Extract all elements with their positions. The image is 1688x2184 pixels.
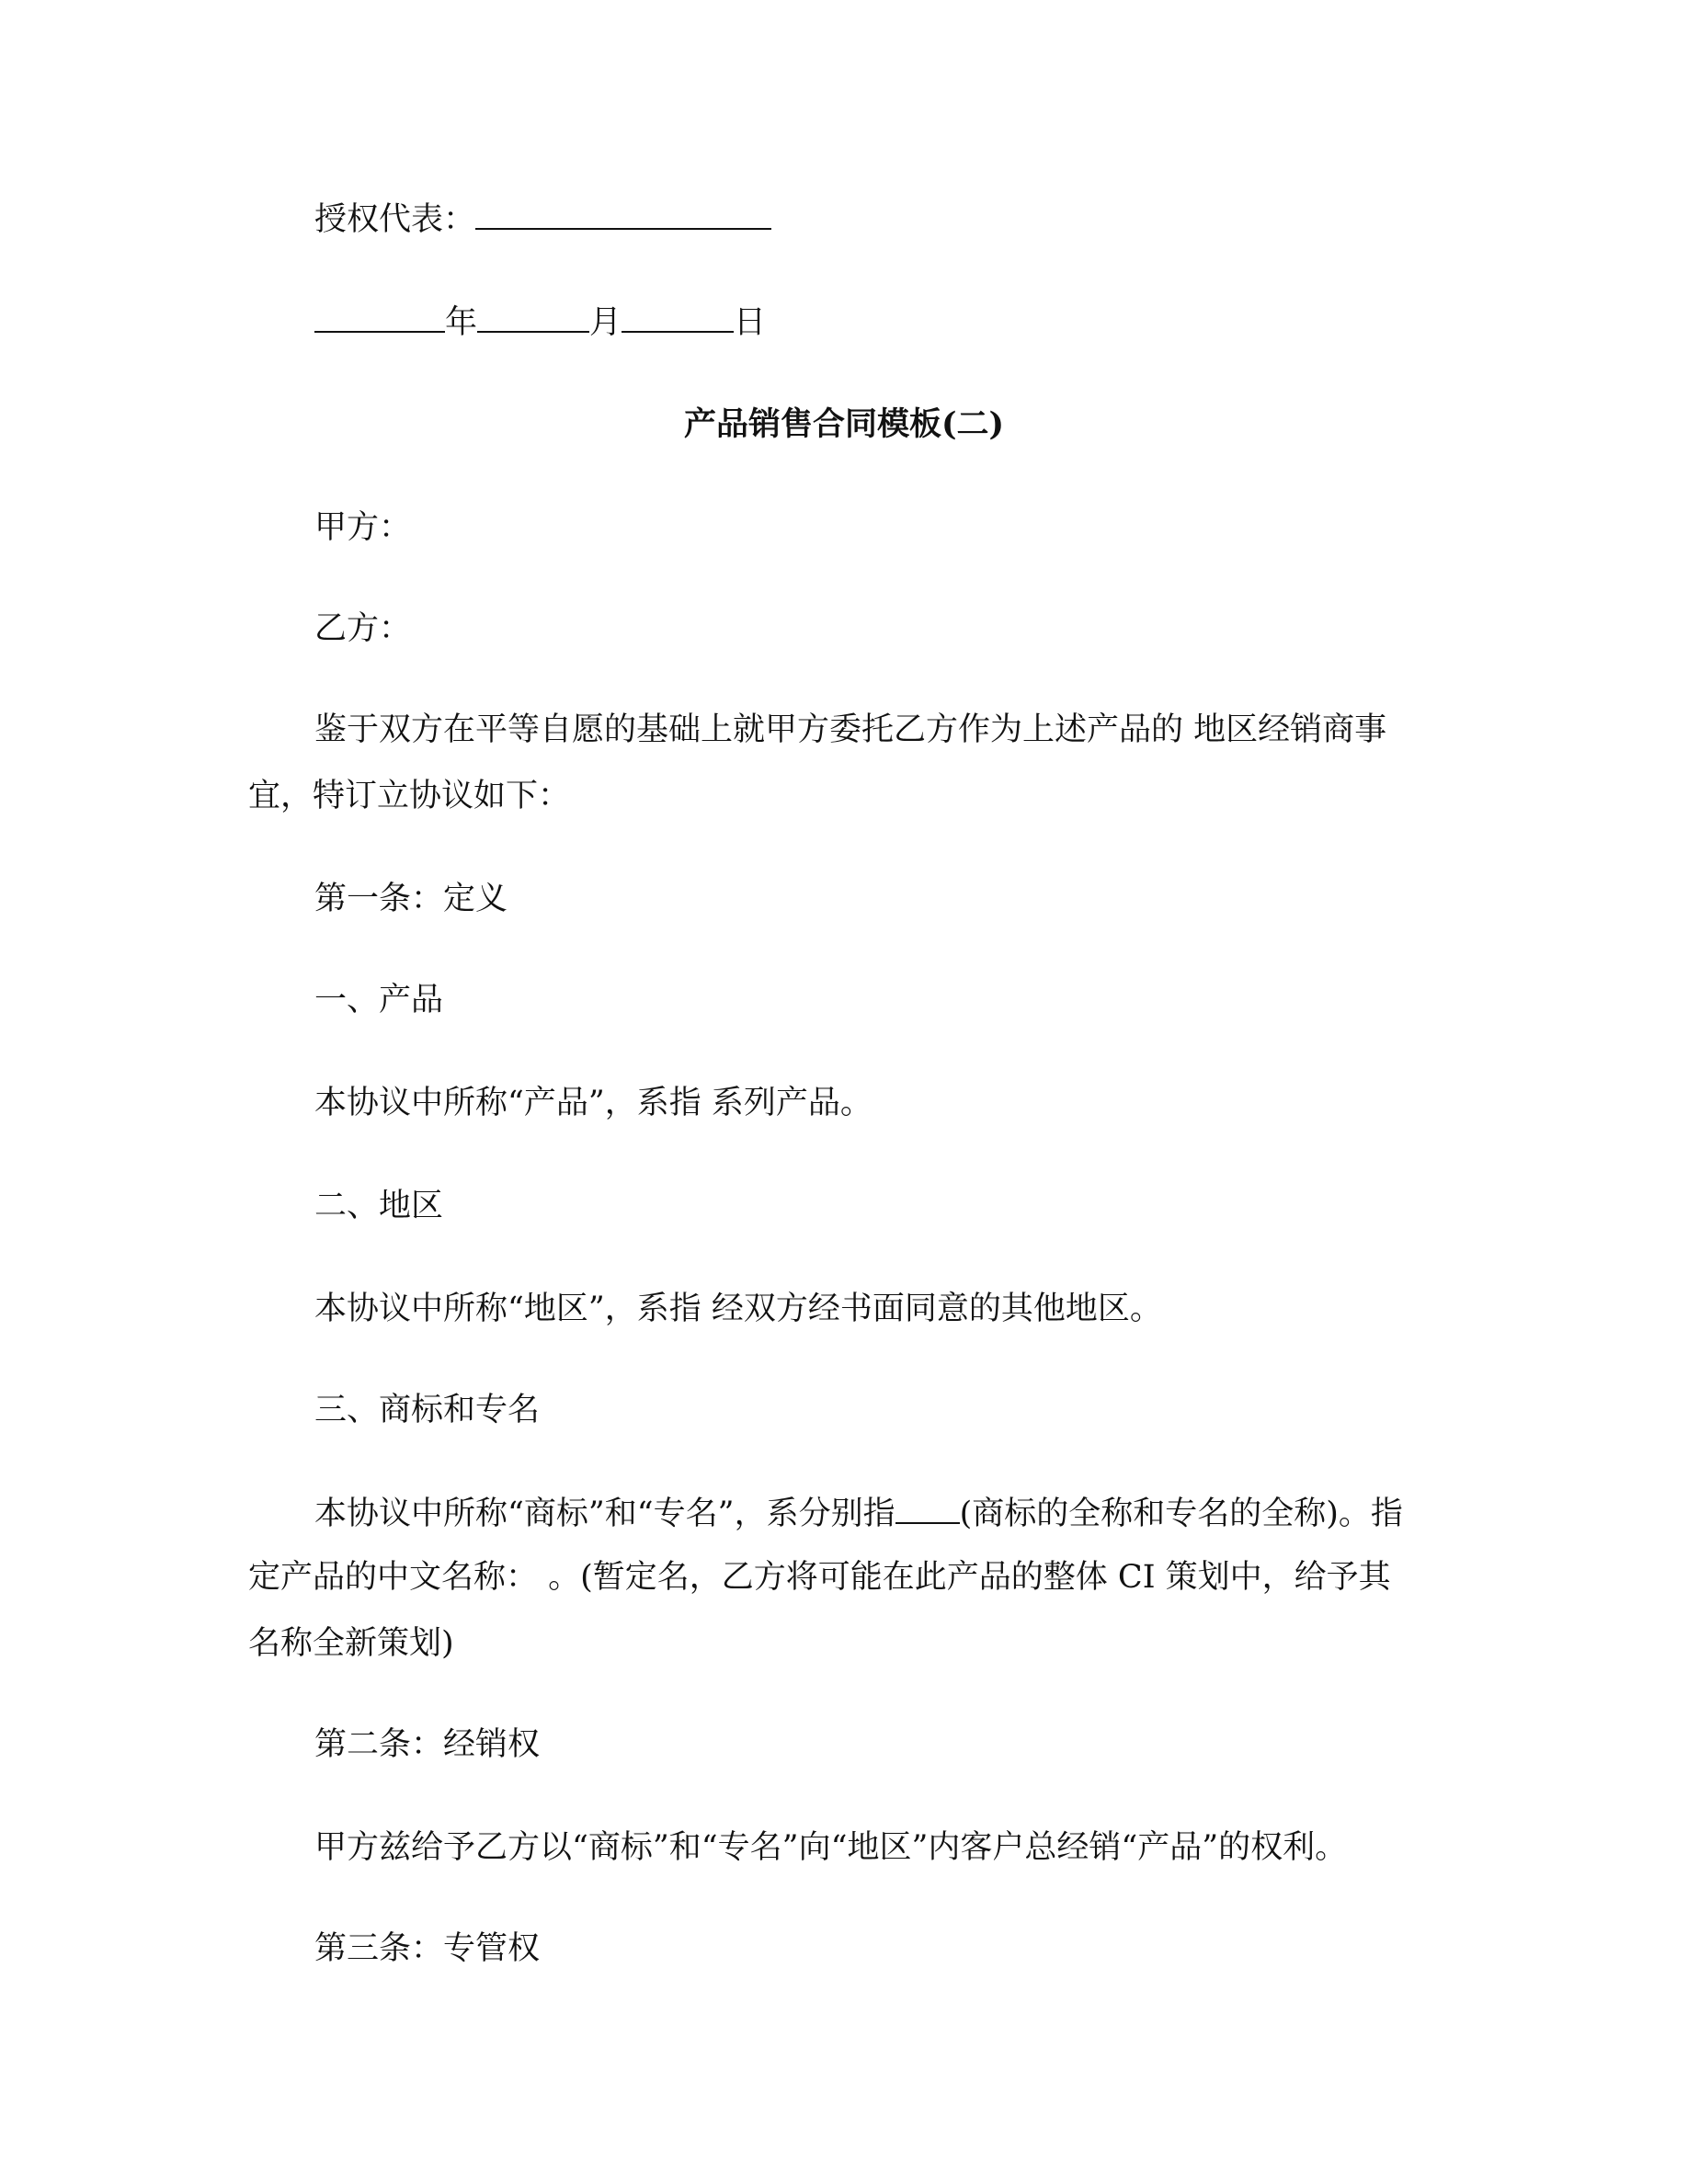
article-3-heading: 第三条：专管权 xyxy=(314,1930,541,1967)
day-blank xyxy=(622,303,734,333)
year-label: 年 xyxy=(445,304,478,341)
item-1-body: 本协议中所称“产品”，系指 系列产品。 xyxy=(314,1085,873,1121)
authorized-rep-label: 授权代表： xyxy=(314,201,476,238)
contract-title: 产品销售合同模板(二) xyxy=(683,405,1005,443)
authorized-rep-line xyxy=(314,200,1510,238)
month-blank xyxy=(477,303,589,333)
item-3-body-line-2: 定产品的中文名称： 。(暂定名，乙方将可能在此产品的整体 CI 策划中，给予其 xyxy=(248,1559,1391,1596)
item-1-heading: 一、产品 xyxy=(314,982,444,1018)
date-line xyxy=(314,303,1510,341)
article-2-body: 甲方兹给予乙方以“商标”和“专名”向“地区”内客户总经销“产品”的权利。 xyxy=(314,1829,1348,1866)
article-2-heading: 第二条：经销权 xyxy=(314,1726,541,1763)
item-3-body-line-1 xyxy=(314,1495,1510,1532)
item-3-body-line-3: 名称全新策划) xyxy=(248,1625,454,1662)
trademark-blank xyxy=(895,1495,960,1524)
preamble-line-1: 鉴于双方在平等自愿的基础上就甲方委托乙方作为上述产品的 地区经销商事 xyxy=(314,711,1387,748)
item-2-body: 本协议中所称“地区”，系指 经双方经书面同意的其他地区。 xyxy=(314,1291,1162,1327)
month-label: 月 xyxy=(589,304,622,341)
day-label: 日 xyxy=(734,304,767,341)
item-2-heading: 二、地区 xyxy=(314,1188,444,1224)
article-1-heading: 第一条：定义 xyxy=(314,881,508,917)
item-3-heading: 三、商标和专名 xyxy=(314,1392,541,1428)
item-3-body-before-blank: 本协议中所称“商标”和“专名”，系分别指 xyxy=(314,1496,895,1532)
party-a-label: 甲方： xyxy=(314,509,412,546)
party-b-label: 乙方： xyxy=(314,610,412,647)
item-3-body-after-blank: (商标的全称和专名的全称)。指 xyxy=(959,1496,1403,1532)
preamble-line-2: 宜，特订立协议如下： xyxy=(248,778,571,814)
year-blank xyxy=(314,303,445,333)
authorized-rep-blank xyxy=(475,200,771,230)
